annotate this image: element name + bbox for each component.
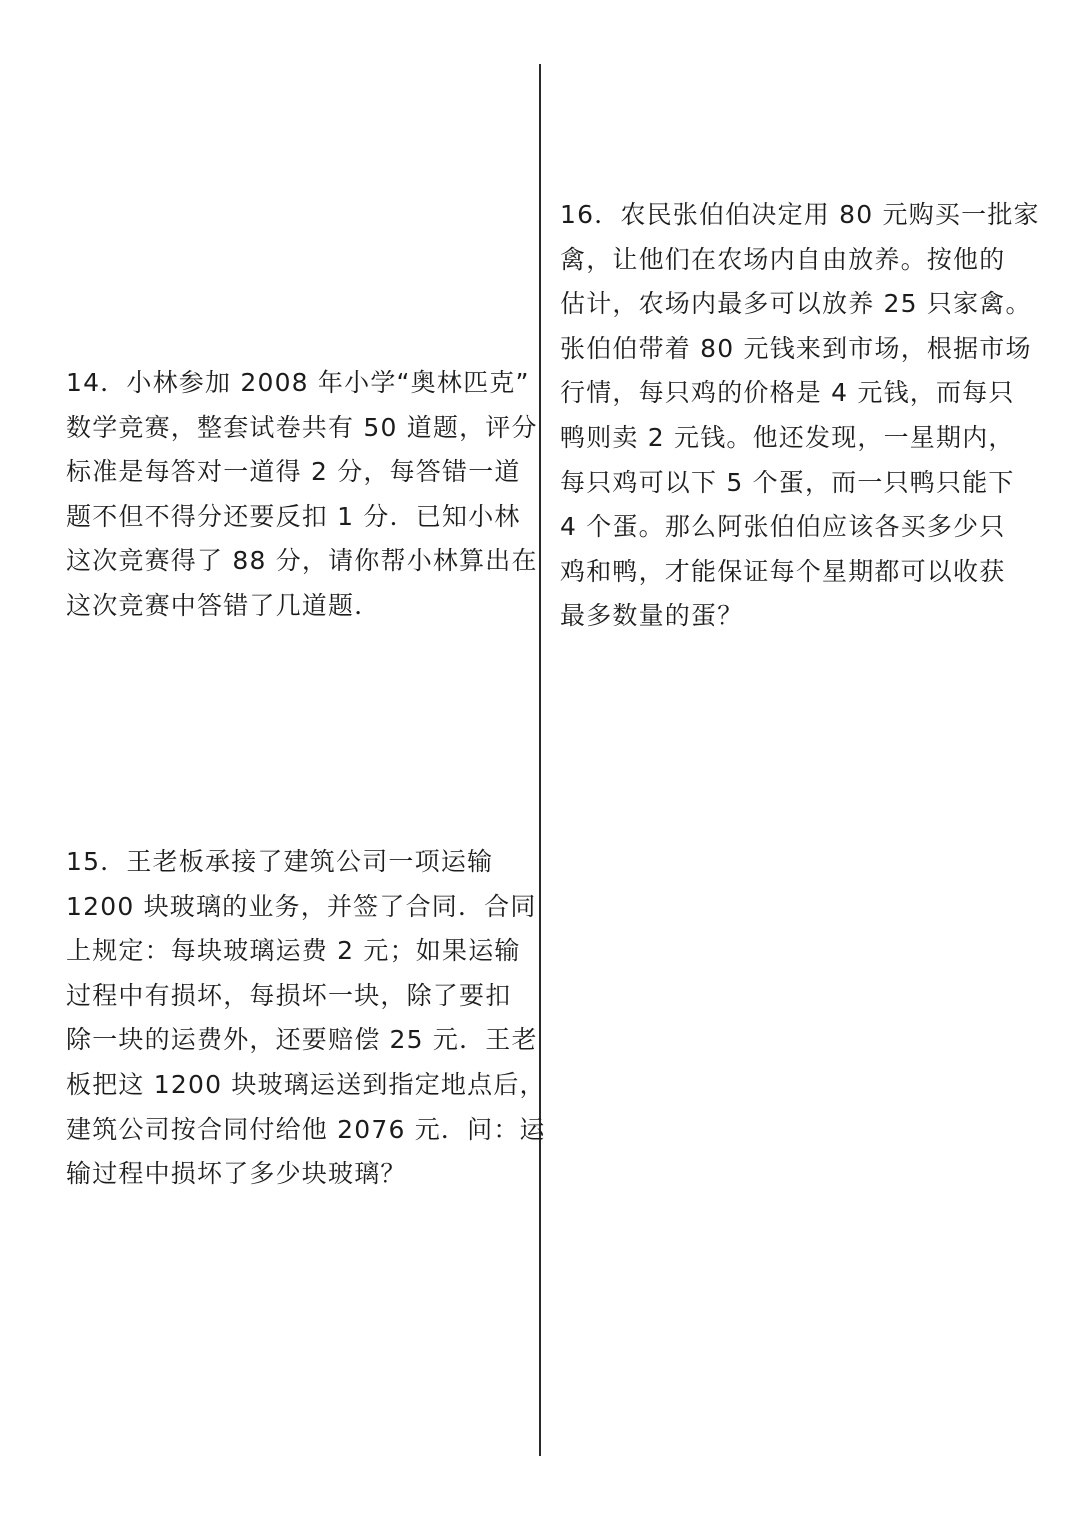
problem-14-line-1: 14．小林参加 2008 年小学“奥林匹克”	[66, 368, 530, 397]
problem-14-line-2: 数学竞赛，整套试卷共有 50 道题，评分	[66, 412, 538, 442]
problem-16-line-7: 每只鸡可以下 5 个蛋，而一只鸭只能下	[560, 467, 1015, 497]
problem-15-line-8: 输过程中损坏了多少块玻璃？	[66, 1159, 407, 1189]
problem-16-line-5: 行情，每只鸡的价格是 4 元钱，而每只	[560, 378, 1015, 408]
problem-14-line-5: 这次竞赛得了 88 分，请你帮小林算出在	[66, 546, 538, 576]
problem-15	[66, 840, 546, 1197]
column-divider	[539, 64, 541, 1456]
problem-15-line-4: 过程中有损坏，每损坏一块，除了要扣	[66, 980, 512, 1010]
problem-16-line-9: 鸡和鸭，才能保证每个星期都可以收获	[560, 556, 1006, 586]
problem-15-line-6: 板把这 1200 块玻璃运送到指定地点后，	[66, 1069, 546, 1099]
problem-16-line-3: 估计，农场内最多可以放养 25 只家禽。	[560, 289, 1032, 319]
problem-15-line-1: 15．王老板承接了建筑公司一项运输	[66, 847, 494, 876]
problem-16	[560, 193, 1040, 639]
problem-16-line-4: 张伯伯带着 80 元钱来到市场，根据市场	[560, 333, 1032, 363]
problem-14-line-3: 标准是每答对一道得 2 分，每答错一道	[66, 457, 521, 487]
problem-14-line-4: 题不但不得分还要反扣 1 分．已知小林	[66, 501, 521, 531]
problem-16-line-6: 鸭则卖 2 元钱。他还发现，一星期内，	[560, 422, 1015, 452]
problem-16-line-10: 最多数量的蛋？	[560, 601, 744, 631]
problem-15-line-2: 1200 块玻璃的业务，并签了合同．合同	[66, 891, 537, 921]
problem-16-line-2: 禽，让他们在农场内自由放养。按他的	[560, 244, 1006, 274]
problem-15-line-5: 除一块的运费外，还要赔偿 25 元．王老	[66, 1025, 538, 1055]
problem-15-line-7: 建筑公司按合同付给他 2076 元．问：运	[66, 1114, 546, 1144]
problem-16-line-1: 16．农民张伯伯决定用 80 元购买一批家	[560, 200, 1040, 229]
problem-16-line-8: 4 个蛋。那么阿张伯伯应该各买多少只	[560, 512, 1006, 542]
problem-14	[66, 361, 538, 629]
problem-14-line-6: 这次竞赛中答错了几道题．	[66, 590, 381, 620]
problem-15-line-3: 上规定：每块玻璃运费 2 元；如果运输	[66, 936, 521, 966]
